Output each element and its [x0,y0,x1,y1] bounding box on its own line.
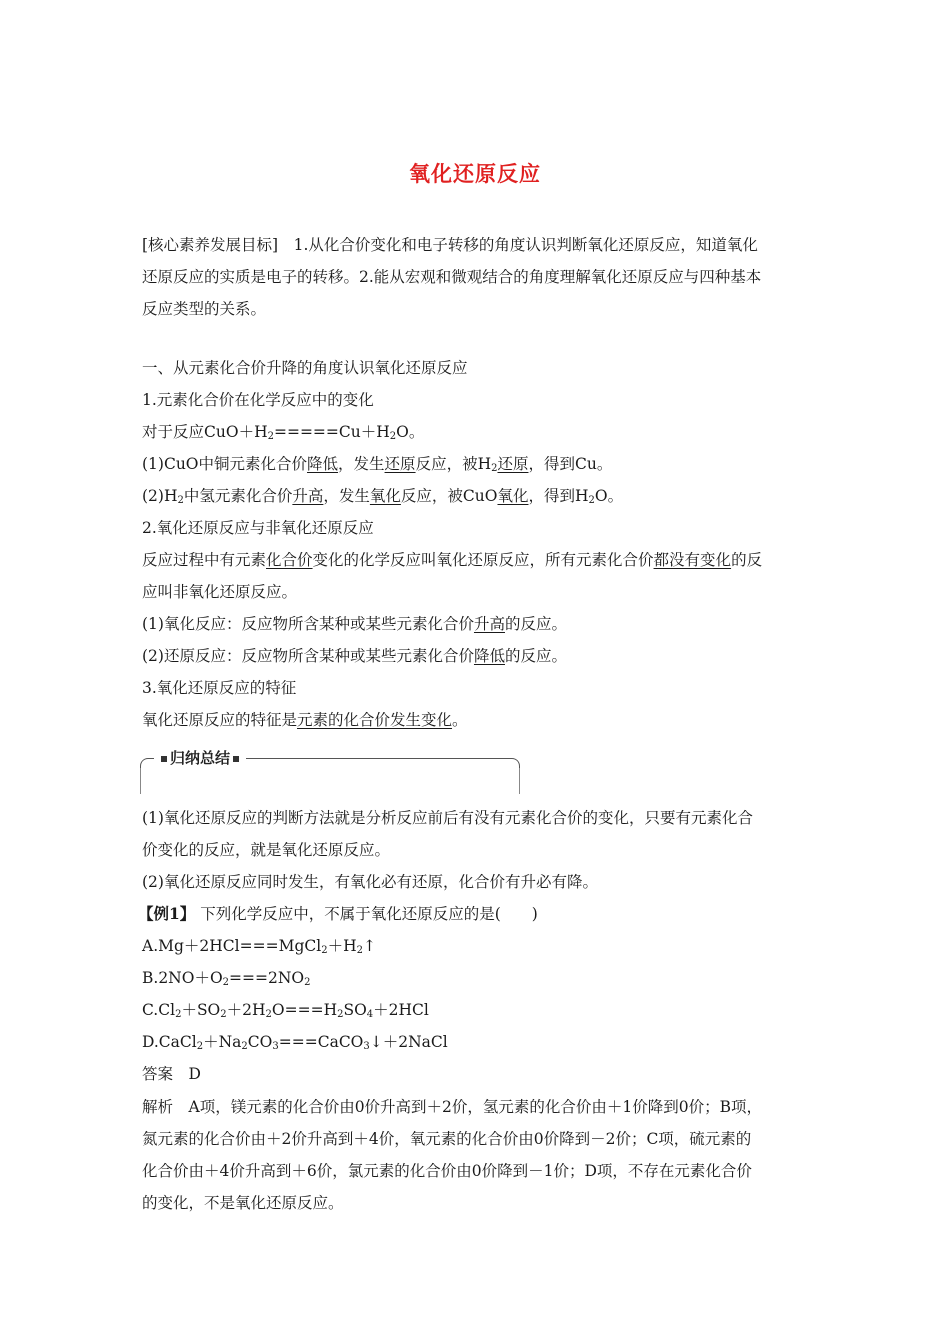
option-a [142,936,376,956]
subscript: 2 [196,1041,204,1052]
summary-box [140,748,520,794]
text: 反应，被H [415,455,492,473]
subscript: 3 [272,1041,279,1052]
text: (1)氧化反应：反应物所含某种或某些元素化合价 [142,615,474,633]
subscript: 2 [220,1009,227,1020]
point-2 [142,486,623,506]
subscript: 2 [491,463,498,474]
text: 反应，被CuO [400,487,498,505]
subscript: 2 [337,1009,344,1020]
subscript: 2 [241,1041,248,1052]
subscript: 2 [267,431,274,442]
analysis-line-4: 的变化，不是氧化还原反应。 [142,1194,344,1212]
text: (2)H [142,487,178,505]
text: ＋H [327,937,357,955]
blank-answer: 还原 [384,455,416,473]
text: SO [343,1001,367,1019]
option-d [142,1032,448,1052]
goals-line-2: 还原反应的实质是电子的转移。2.能从宏观和微观结合的角度理解氧化还原反应与四种基本 [142,268,762,286]
subscript: 3 [363,1041,370,1052]
text: C.Cl [142,1001,176,1019]
subscript: 2 [175,1009,182,1020]
point-1 [142,454,612,474]
text: B.2NO＋O [142,969,223,987]
text: (1)CuO中铜元素化合价 [142,455,308,473]
analysis-line-2: 氮元素的化合价由＋2价升高到＋4价，氧元素的化合价由0价降到－2价；C项，硫元素的 [142,1130,752,1148]
goals-line-3: 反应类型的关系。 [142,300,267,318]
text: ＋SO [181,1001,221,1019]
text: ＋Na [203,1033,242,1051]
text: CO [247,1033,273,1051]
feature-line [142,710,468,730]
example-tag: 【例1】 [138,904,196,923]
text: 中氢元素化合价 [183,487,293,505]
question-text: 下列化学反应中，不属于氧化还原反应的是( ) [200,905,538,923]
text: ＋2HCl [373,1001,429,1019]
page-title: 氧化还原反应 [409,162,541,186]
subscript: 2 [265,1009,272,1020]
text: 的反 [731,551,763,569]
subheading-1: 1.元素化合价在化学反应中的变化 [142,391,374,409]
subscript: 2 [389,431,397,442]
blank-answer: 升高 [473,615,505,633]
subheading-3: 3.氧化还原反应的特征 [142,679,297,697]
summary-title: 归纳总结 [170,749,231,767]
answer-line: 答案 D [142,1065,201,1083]
blank-answer: 元素的化合价发生变化 [297,711,453,729]
analysis-line-1: 解析 A项，镁元素的化合价由0价升高到＋2价，氢元素的化合价由＋1价降到0价；B项， [142,1098,763,1116]
subscript: 2 [356,945,363,956]
subscript: 2 [177,495,184,506]
section-heading: 一、从元素化合价升降的角度认识氧化还原反应 [142,359,468,377]
text: ＋2H [226,1001,266,1019]
text: (2)还原反应：反应物所含某种或某些元素化合价 [142,647,474,665]
definition-line-1 [142,550,762,570]
reaction-intro: 对于反应 [142,423,205,441]
subscript: 2 [321,945,328,956]
blank-answer: 化合价 [266,551,313,569]
text: D.CaCl [142,1033,197,1051]
reaction-line [142,422,424,442]
reaction-eq-part: =====Cu＋H [273,423,390,441]
text: ，得到H [528,487,589,505]
text: ，发生 [323,487,370,505]
text: 变化的化学反应叫氧化还原反应，所有元素化合价 [312,551,654,569]
subscript: 2 [588,495,595,506]
subheading-2: 2.氧化还原反应与非氧化还原反应 [142,519,374,537]
subscript: 2 [304,977,311,988]
text: O===H [271,1001,338,1019]
bullet-square-icon [161,756,167,762]
blank-answer: 还原 [497,455,529,473]
text: 。 [452,711,468,729]
reduction-definition [142,646,567,666]
text: O。 [594,487,624,505]
text: 的反应。 [504,647,567,665]
blank-answer: 氧化 [369,487,401,505]
summary-frame-left [140,768,141,794]
summary-line-1: (1)氧化还原反应的判断方法就是分析反应前后有没有元素化合价的变化，只要有元素化合 [142,809,753,827]
blank-answer: 降低 [473,647,505,665]
option-c [142,1000,429,1020]
analysis-line-3: 化合价由＋4价升高到＋6价，氯元素的化合价由0价降到－1价；D项，不存在元素化合价 [142,1162,752,1180]
text: ↑ [362,937,376,955]
summary-label [154,748,246,768]
text: ===2NO [229,969,305,987]
text: A.Mg＋2HCl===MgCl [142,937,322,955]
oxidation-definition [142,614,567,634]
text: ，得到Cu。 [528,455,613,473]
option-b [142,968,311,988]
blank-answer: 降低 [307,455,339,473]
text: ↓＋2NaCl [369,1033,448,1051]
text: 的反应。 [504,615,567,633]
text: ，发生 [338,455,385,473]
text: 氧化还原反应的特征是 [142,711,298,729]
reaction-eq-part: O。 [396,423,425,441]
subscript: 2 [222,977,230,988]
reaction-eq: CuO＋H [204,423,268,441]
blank-answer: 都没有变化 [653,551,732,569]
text: ===CaCO [278,1033,364,1051]
text: 反应过程中有元素 [142,551,267,569]
bullet-square-icon [233,756,239,762]
subscript: 4 [366,1009,374,1020]
summary-frame-right [519,768,520,794]
goals-line-1: [核心素养发展目标] 1.从化合价变化和电子转移的角度认识判断氧化还原反应，知道氧化 [142,236,758,254]
blank-answer: 氧化 [497,487,529,505]
blank-answer: 升高 [292,487,324,505]
summary-line-2: 价变化的反应，就是氧化还原反应。 [142,841,391,859]
definition-line-2: 应叫非氧化还原反应。 [142,583,298,601]
summary-line-3: (2)氧化还原反应同时发生，有氧化必有还原，化合价有升必有降。 [142,873,598,891]
example-question [138,904,538,924]
